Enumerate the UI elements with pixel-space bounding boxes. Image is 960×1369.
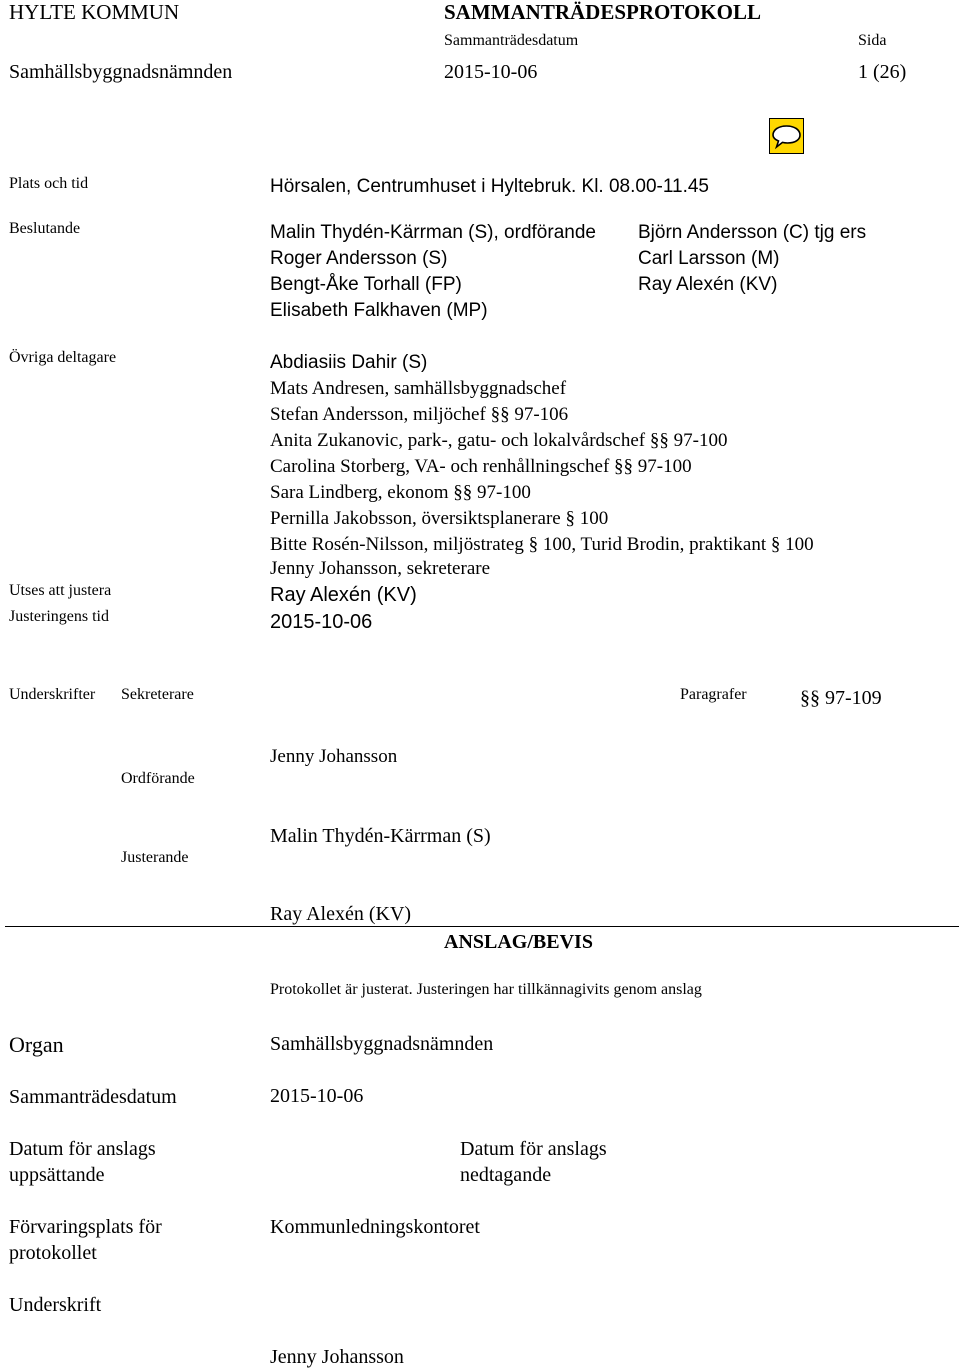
place-label: Plats och tid xyxy=(9,175,89,192)
meeting-date: 2015-10-06 xyxy=(444,61,538,83)
notice-title: ANSLAG/BEVIS xyxy=(444,931,593,953)
other-participants-label: Övriga deltagare xyxy=(9,349,117,366)
board-name: Samhällsbyggnadsnämnden xyxy=(9,61,233,83)
participant: Jenny Johansson, sekreterare xyxy=(270,558,491,579)
document-type-title: SAMMANTRÄDESPROTOKOLL xyxy=(444,0,761,24)
chair-label: Ordförande xyxy=(121,770,195,787)
participant: Mats Andresen, samhällsbyggnadschef xyxy=(270,378,567,399)
adjusting-label: Justerande xyxy=(121,849,189,866)
removed-date-label: nedtagande xyxy=(460,1164,552,1186)
deciding-member: Elisabeth Falkhaven (MP) xyxy=(270,300,488,321)
signatures-label: Underskrifter xyxy=(9,686,96,703)
paragraphs-label: Paragrafer xyxy=(680,686,747,703)
deciding-member: Carl Larsson (M) xyxy=(638,248,780,269)
deciding-member: Bengt-Åke Torhall (FP) xyxy=(270,274,462,295)
storage-label: Förvaringsplats för xyxy=(9,1216,162,1238)
deciding-member: Roger Andersson (S) xyxy=(270,248,448,269)
deciding-member: Björn Andersson (C) tjg ers xyxy=(638,222,867,243)
posted-date-label: Datum för anslags xyxy=(9,1138,156,1160)
page-number: 1 (26) xyxy=(858,61,907,83)
signature-label: Underskrift xyxy=(9,1294,102,1316)
municipality-name: HYLTE KOMMUN xyxy=(9,0,180,24)
paragraphs-value: §§ 97-109 xyxy=(800,687,882,709)
comment-icon[interactable] xyxy=(769,118,804,154)
notice-statement: Protokollet är justerat. Justeringen har tillkännagivits genom anslag xyxy=(270,981,702,998)
secretary-name: Jenny Johansson xyxy=(270,746,398,767)
adjuster-value: Ray Alexén (KV) xyxy=(270,584,417,606)
chair-name: Malin Thydén-Kärrman (S) xyxy=(270,825,491,847)
deciding-member: Ray Alexén (KV) xyxy=(638,274,778,295)
posted-date-label: uppsättande xyxy=(9,1164,105,1186)
participant: Carolina Storberg, VA- och renhållningschef §§ 97-100 xyxy=(270,456,692,477)
secretary-label: Sekreterare xyxy=(121,686,194,703)
signature-name: Jenny Johansson xyxy=(270,1346,404,1368)
participant: Abdiasiis Dahir (S) xyxy=(270,352,428,373)
participant: Anita Zukanovic, park-, gatu- och lokalvårdschef §§ 97-100 xyxy=(270,430,728,451)
adjustment-time-value: 2015-10-06 xyxy=(270,611,373,633)
adjustment-time-label: Justeringens tid xyxy=(9,608,109,625)
participant: Stefan Andersson, miljöchef §§ 97-106 xyxy=(270,404,569,425)
storage-value: Kommunledningskontoret xyxy=(270,1216,480,1238)
organ-value: Samhällsbyggnadsnämnden xyxy=(270,1033,494,1055)
deciding-member: Malin Thydén-Kärrman (S), ordförande xyxy=(270,222,596,243)
place-value: Hörsalen, Centrumhuset i Hyltebruk. Kl. 08.00-11.45 xyxy=(270,176,709,197)
storage-label: protokollet xyxy=(9,1242,97,1264)
removed-date-label: Datum för anslags xyxy=(460,1138,607,1160)
participant: Pernilla Jakobsson, översiktsplanerare § 100 xyxy=(270,508,609,529)
participant: Sara Lindberg, ekonom §§ 97-100 xyxy=(270,482,531,503)
deciding-label: Beslutande xyxy=(9,220,81,237)
adjuster-label: Utses att justera xyxy=(9,582,112,599)
meeting-date-label: Sammanträdesdatum xyxy=(444,32,579,49)
organ-label: Organ xyxy=(9,1032,64,1057)
adjuster-signature-name: Ray Alexén (KV) xyxy=(270,903,412,925)
divider-line xyxy=(5,926,959,927)
notice-meeting-date-label: Sammanträdesdatum xyxy=(9,1086,177,1108)
page-label: Sida xyxy=(858,32,887,49)
notice-meeting-date-value: 2015-10-06 xyxy=(270,1085,364,1107)
participant: Bitte Rosén-Nilsson, miljöstrateg § 100, Turid Brodin, praktikant § 100 xyxy=(270,534,814,555)
